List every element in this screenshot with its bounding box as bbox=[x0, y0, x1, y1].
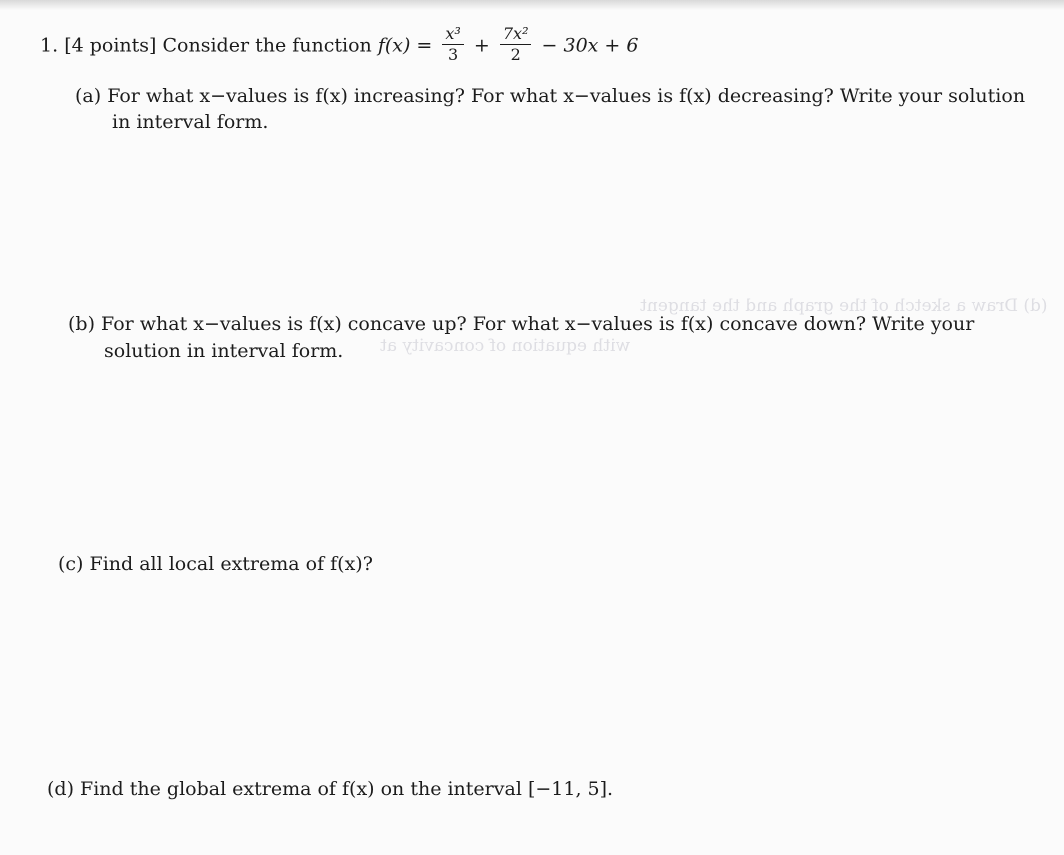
part-b-label: (b) bbox=[68, 313, 95, 335]
part-d bbox=[47, 777, 613, 801]
plus-sign: + bbox=[473, 34, 490, 57]
fraction-term1 bbox=[442, 24, 463, 65]
term2-numerator: 7x² bbox=[500, 24, 532, 45]
part-d-text: Find the global extrema of f(x) on the interval [−11, 5]. bbox=[80, 778, 614, 800]
fraction-term2 bbox=[500, 24, 532, 65]
part-b-text: For what x−values is f(x) concave up? For what x−values is f(x) concave down? Write your bbox=[101, 313, 975, 335]
function-tail: − 30x + 6 bbox=[541, 34, 639, 57]
part-a-line2 bbox=[112, 110, 268, 134]
part-c bbox=[58, 552, 373, 576]
problem-intro: Consider the function bbox=[162, 34, 372, 57]
term1-numerator: x³ bbox=[442, 24, 463, 45]
part-c-text: Find all local extrema of f(x)? bbox=[89, 553, 373, 575]
bleed-through-text: with equation of concavity at bbox=[380, 336, 631, 356]
problem-number: 1. bbox=[40, 34, 59, 57]
bleed-through-text: (d) Draw a sketch of the graph and the tangent bbox=[640, 296, 1048, 316]
part-b-text-cont: solution in interval form. bbox=[104, 340, 344, 362]
part-a-text: For what x−values is f(x) increasing? For what x−values is f(x) decreasing? Write your solution bbox=[107, 85, 1026, 107]
part-c-label: (c) bbox=[58, 553, 84, 575]
scan-edge bbox=[0, 0, 1064, 10]
part-b-line1 bbox=[68, 312, 974, 336]
function-lhs: f(x) = bbox=[377, 34, 433, 57]
part-d-label: (d) bbox=[47, 778, 74, 800]
problem-points: [4 points] bbox=[64, 34, 157, 57]
part-a-label: (a) bbox=[75, 85, 102, 107]
problem-header bbox=[40, 26, 638, 67]
part-a-text-cont: in interval form. bbox=[112, 111, 269, 133]
part-b-line2 bbox=[104, 339, 343, 363]
term1-denominator: 3 bbox=[448, 45, 459, 64]
term2-denominator: 2 bbox=[510, 45, 521, 64]
part-a-line1 bbox=[75, 84, 1025, 108]
